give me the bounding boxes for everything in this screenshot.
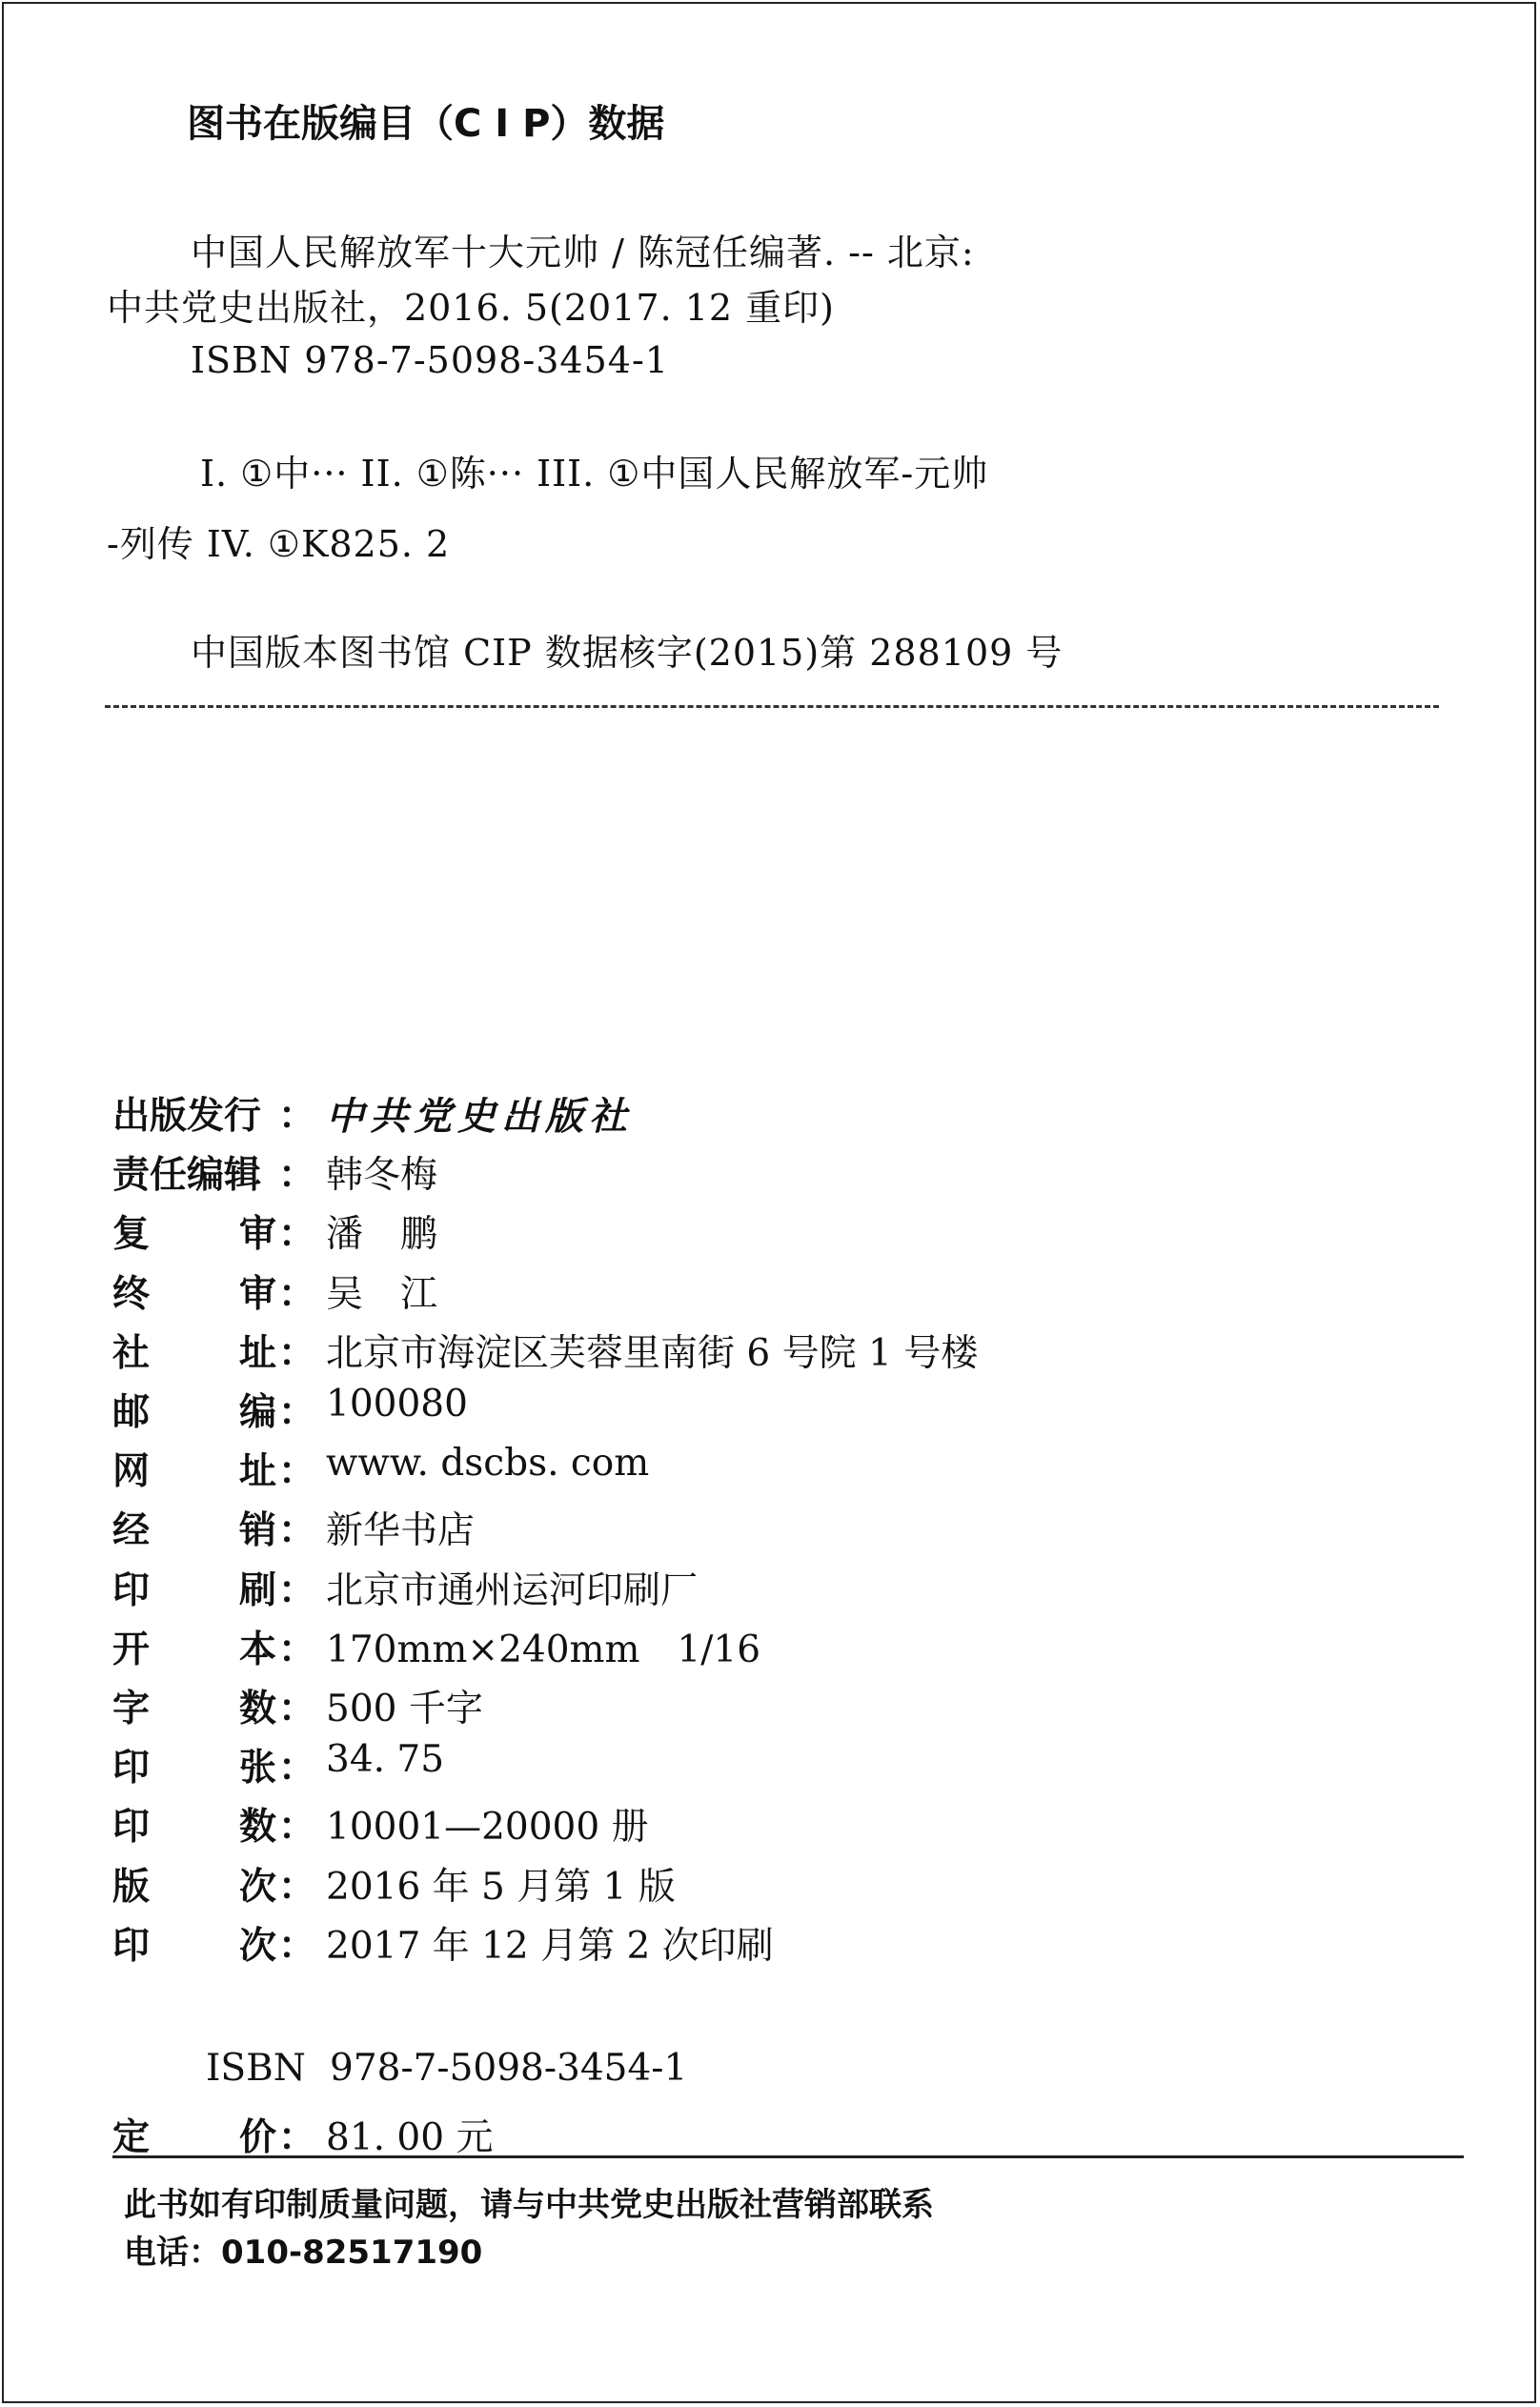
imprint-value: 潘 鹏 xyxy=(326,1213,438,1256)
imprint-label: 社 址 xyxy=(112,1332,276,1375)
imprint-colon: ： xyxy=(278,1154,316,1197)
imprint-colon: ： xyxy=(278,1332,316,1375)
imprint-colon: ： xyxy=(278,1628,316,1671)
imprint-colon: ： xyxy=(278,1747,316,1790)
imprint-colon: ： xyxy=(278,1273,316,1316)
imprint-colon: ： xyxy=(278,1806,316,1849)
imprint-label: 终 审 xyxy=(112,1273,276,1316)
imprint-colon: ： xyxy=(278,1688,316,1730)
isbn-number: 978-7-5098-3454-1 xyxy=(330,2047,688,2090)
imprint-label: 印 次 xyxy=(112,1925,276,1968)
imprint-colon: ： xyxy=(278,1095,316,1138)
price-label: 定 价 xyxy=(112,2116,276,2159)
price-colon: ： xyxy=(278,2116,316,2159)
cip-isbn-line: ISBN 978-7-5098-3454-1 xyxy=(191,339,669,381)
isbn-prefix: ISBN xyxy=(206,2047,306,2090)
imprint-label: 出版发行 xyxy=(112,1095,262,1138)
imprint-label: 责任编辑 xyxy=(112,1154,262,1197)
imprint-value: 新华书店 xyxy=(326,1509,476,1552)
imprint-colon: ： xyxy=(278,1925,316,1968)
imprint-value: 100080 xyxy=(326,1383,468,1426)
contact-phone: 电话：010-82517190 xyxy=(124,2234,483,2272)
dashed-divider xyxy=(105,705,1439,708)
imprint-colon: ： xyxy=(278,1569,316,1612)
imprint-value: 10001—20000 册 xyxy=(326,1806,649,1849)
cip-record-number: 中国版本图书馆 CIP 数据核字(2015)第 288109 号 xyxy=(191,632,1064,674)
quality-notice: 此书如有印制质量问题，请与中共党史出版社营销部联系 xyxy=(124,2186,934,2224)
imprint-label: 印 张 xyxy=(112,1747,276,1790)
imprint-value: 中共党史出版社 xyxy=(326,1094,633,1139)
imprint-value: 2017 年 12 月第 2 次印刷 xyxy=(326,1925,774,1968)
cip-title-line: 中国人民解放军十大元帅 / 陈冠任编著. -- 北京: xyxy=(191,232,975,273)
imprint-value: www. dscbs. com xyxy=(326,1442,650,1485)
imprint-label: 经 销 xyxy=(112,1509,276,1552)
imprint-colon: ： xyxy=(278,1450,316,1493)
imprint-label: 字 数 xyxy=(112,1688,276,1730)
imprint-label: 开 本 xyxy=(112,1628,276,1671)
imprint-value: 2016 年 5 月第 1 版 xyxy=(326,1866,676,1909)
footer-rule xyxy=(112,2155,1464,2158)
imprint-value: 34. 75 xyxy=(326,1738,445,1781)
cip-classification-line-2: -列传 IV. ①K825. 2 xyxy=(107,523,451,565)
price-value: 81. 00 元 xyxy=(326,2116,494,2159)
cip-publisher-line: 中共党史出版社，2016. 5(2017. 12 重印) xyxy=(107,287,835,329)
imprint-label: 网 址 xyxy=(112,1450,276,1493)
imprint-colon: ： xyxy=(278,1213,316,1256)
imprint-value: 北京市海淀区芙蓉里南街 6 号院 1 号楼 xyxy=(326,1332,979,1375)
cip-classification-line: I. ①中··· II. ①陈··· III. ①中国人民解放军-元帅 xyxy=(200,453,989,495)
imprint-value: 170mm×240mm 1/16 xyxy=(326,1628,761,1671)
imprint-label: 版 次 xyxy=(112,1866,276,1909)
imprint-value: 500 千字 xyxy=(326,1688,483,1730)
imprint-colon: ： xyxy=(278,1391,316,1434)
imprint-label: 印 刷 xyxy=(112,1569,276,1612)
imprint-value: 韩冬梅 xyxy=(326,1154,438,1197)
imprint-label: 复 审 xyxy=(112,1213,276,1256)
cip-heading: 图书在版编目（C I P）数据 xyxy=(187,102,665,146)
imprint-value: 吴 江 xyxy=(326,1273,438,1316)
imprint-label: 邮 编 xyxy=(112,1391,276,1434)
imprint-value: 北京市通州运河印刷厂 xyxy=(326,1569,699,1612)
imprint-colon: ： xyxy=(278,1866,316,1909)
imprint-colon: ： xyxy=(278,1509,316,1552)
imprint-label: 印 数 xyxy=(112,1806,276,1849)
